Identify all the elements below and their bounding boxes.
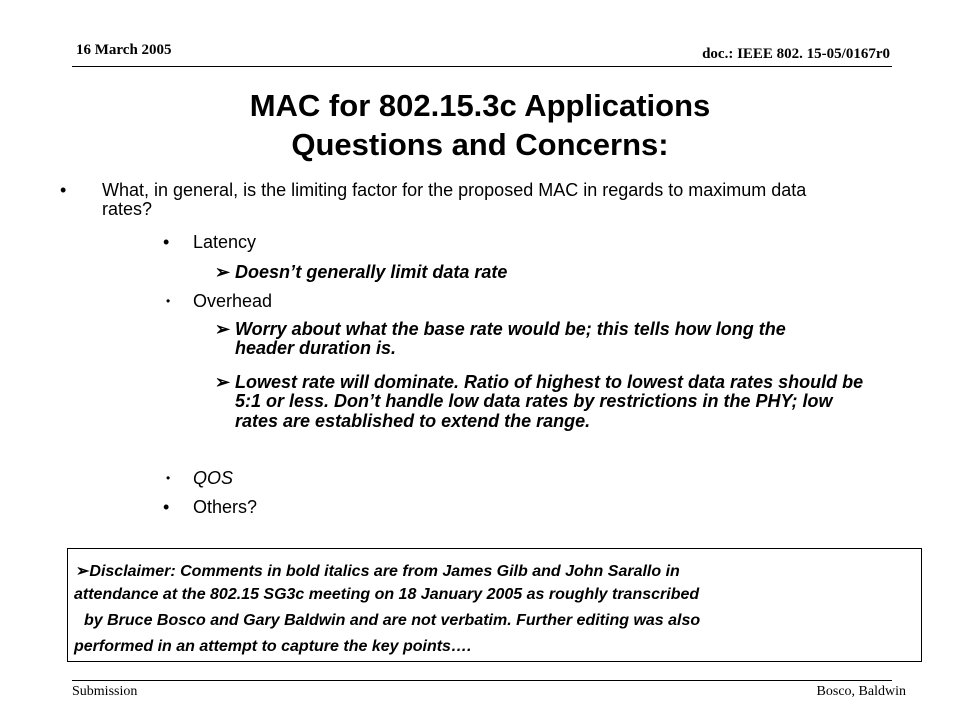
latency-note [215,263,835,282]
overhead-note-1-text: Worry about what the base rate would be; this tells how long the header duration is. [235,319,786,359]
arrow-bullet-icon: ➢ [215,372,231,392]
title-line-2: Questions and Concerns: [291,127,669,163]
overhead-note-2-text: Lowest rate will dominate. Ratio of highest to lowest data rates should be 5:1 or less. Don’t handle low data rates by restrictions in the PHY; low rates are established to extend the range. [235,372,864,431]
disclaimer-line-1 [76,561,680,581]
footer-submission: Submission [72,684,138,699]
overhead-label: Overhead [193,291,273,311]
footer-authors: Bosco, Baldwin [816,684,906,699]
overhead-note-2 [215,373,875,431]
question-bullet [60,181,860,219]
bullet-icon: • [60,180,67,200]
bullet-icon: • [163,232,170,252]
overhead-note-1 [215,320,820,359]
others-label: Others? [193,497,258,517]
arrow-bullet-icon: ➢ [76,563,90,580]
disclaimer-box [67,548,922,662]
disclaimer-line-2: attendance at the 802.15 SG3c meeting on 18 January 2005 as roughly transcribed [74,586,700,603]
footer-rule [72,680,892,681]
latency-label: Latency [193,232,257,252]
disclaimer-line-4: performed in an attempt to capture the key points…. [74,638,472,655]
qos-label: QOS [193,468,234,488]
bullet-icon: • [166,294,171,308]
slide-title [90,86,870,165]
latency-note-text: Doesn’t generally limit data rate [235,262,508,282]
bullet-icon: • [163,497,170,517]
disclaimer-line-1-text: Disclaimer: Comments in bold italics are from James Gilb and John Sarallo in [89,563,680,580]
header-rule [72,66,892,67]
header-document-id: doc.: IEEE 802. 15-05/0167r0 [702,46,890,62]
header-date: 16 March 2005 [76,42,172,58]
bullet-icon: • [166,471,171,485]
disclaimer-line-3: by Bruce Bosco and Gary Baldwin and are not verbatim. Further editing was also [84,612,701,629]
arrow-bullet-icon: ➢ [215,319,231,339]
arrow-bullet-icon: ➢ [215,262,231,282]
title-line-1: MAC for 802.15.3c Applications [249,88,711,123]
question-text: What, in general, is the limiting factor for the proposed MAC in regards to maximum data rates? [102,180,807,219]
